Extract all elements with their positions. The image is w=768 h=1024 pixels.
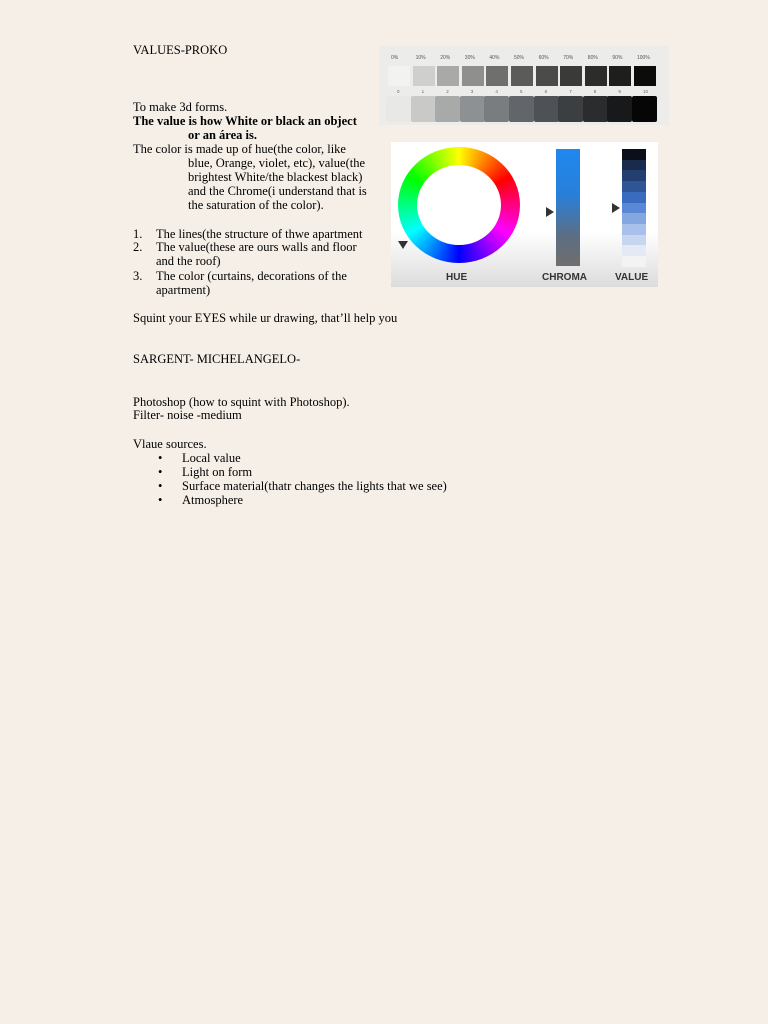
list-item: The color (curtains, decorations of the (156, 269, 347, 283)
bullet-icon: • (158, 465, 163, 479)
percent-label: 100% (637, 55, 650, 61)
document-title: VALUES-PROKO (133, 43, 228, 57)
value-chip (437, 66, 459, 86)
list-item-continuation: and the roof) (156, 254, 221, 268)
value-sources-heading: Vlaue sources. (133, 437, 207, 451)
value-step (622, 192, 646, 203)
value-chip (560, 66, 582, 86)
value-swatch (632, 96, 657, 122)
list-item: Surface material(thatr changes the lights that we see) (182, 479, 447, 493)
artists-line: SARGENT- MICHELANGELO- (133, 352, 301, 366)
percent-label: 40% (489, 55, 500, 61)
list-number: 2. (133, 240, 143, 254)
value-step (622, 224, 646, 235)
list-number: 3. (133, 269, 143, 283)
step-label: 9 (618, 89, 621, 94)
squint-tip: Squint your EYES while ur drawing, that’ll help you (133, 311, 398, 325)
list-item: Local value (182, 451, 241, 465)
value-pointer-icon (612, 203, 620, 213)
value-scale-photo (379, 46, 669, 125)
photoshop-filter-line: Filter- noise -medium (133, 408, 242, 422)
value-step (622, 235, 646, 246)
step-label: 8 (593, 89, 597, 94)
list-item-continuation: apartment) (156, 283, 211, 297)
value-chip (486, 66, 508, 86)
value-chip (536, 66, 558, 86)
chroma-bar (556, 149, 580, 266)
value-definition-line2: or an área is. (188, 128, 257, 142)
intro-line: To make 3d forms. (133, 100, 228, 114)
step-label: 1 (421, 89, 425, 94)
bullet-icon: • (158, 451, 163, 465)
step-label: 3 (470, 89, 474, 94)
value-step (622, 160, 646, 171)
step-label: 2 (446, 89, 449, 94)
value-step (622, 170, 646, 181)
value-swatch (607, 96, 632, 122)
value-step (622, 245, 646, 256)
value-swatch (509, 96, 534, 122)
value-chip (609, 66, 631, 86)
value-step (622, 203, 646, 214)
list-item: The value(these are ours walls and floor (156, 240, 357, 254)
value-swatch (583, 96, 608, 122)
percent-label: 50% (514, 55, 525, 61)
bullet-icon: • (158, 493, 163, 507)
step-label: 6 (544, 89, 548, 94)
photoshop-line: Photoshop (how to squint with Photoshop). (133, 395, 350, 409)
percent-label: 70% (563, 55, 574, 61)
chroma-pointer-icon (546, 207, 554, 217)
step-label: 10 (643, 89, 649, 94)
color-definition-line3: brightest White/the blackest black) (188, 170, 363, 184)
value-chip (585, 66, 607, 86)
color-definition-line5: the saturation of the color). (188, 198, 324, 212)
value-swatch (386, 96, 411, 122)
chroma-label: CHROMA (542, 272, 587, 283)
value-step (622, 181, 646, 192)
value-step (622, 213, 646, 224)
value-label: VALUE (615, 272, 649, 283)
percent-label: 20% (440, 55, 451, 61)
percent-label: 80% (587, 55, 598, 61)
percent-label: 30% (464, 55, 475, 61)
list-item: Light on form (182, 465, 253, 479)
value-swatch (411, 96, 436, 122)
value-definition-line1: The value is how White or black an object (133, 114, 357, 128)
value-chip (634, 66, 656, 86)
hue-wheel-center (417, 165, 501, 245)
value-chip (413, 66, 435, 86)
value-swatch (484, 96, 509, 122)
bullet-icon: • (158, 479, 163, 493)
list-item: The lines(the structure of thwe apartment (156, 227, 363, 241)
value-swatch (435, 96, 460, 122)
value-swatch (534, 96, 559, 122)
value-step (622, 149, 646, 160)
list-item: Atmosphere (182, 493, 244, 507)
color-definition-line4: and the Chrome(i understand that is (188, 184, 367, 198)
percent-label: 0% (391, 55, 399, 61)
value-chip (462, 66, 484, 86)
step-label: 0 (397, 89, 400, 94)
value-swatch (460, 96, 485, 122)
color-definition-line2: blue, Orange, violet, etc), value(the (188, 156, 366, 170)
value-step (622, 256, 646, 267)
value-swatch (558, 96, 583, 122)
step-label: 7 (569, 89, 572, 94)
step-label: 4 (495, 89, 498, 94)
list-number: 1. (133, 227, 143, 241)
percent-label: 10% (415, 55, 426, 61)
percent-label: 90% (612, 55, 623, 61)
step-label: 5 (520, 89, 523, 94)
value-chip (511, 66, 533, 86)
percent-label: 60% (538, 55, 549, 61)
hue-pointer-icon (398, 241, 408, 249)
color-definition-line1: The color is made up of hue(the color, like (133, 142, 346, 156)
value-chip (388, 66, 410, 86)
hue-label: HUE (446, 272, 468, 283)
hue-chroma-value-diagram (391, 142, 658, 287)
